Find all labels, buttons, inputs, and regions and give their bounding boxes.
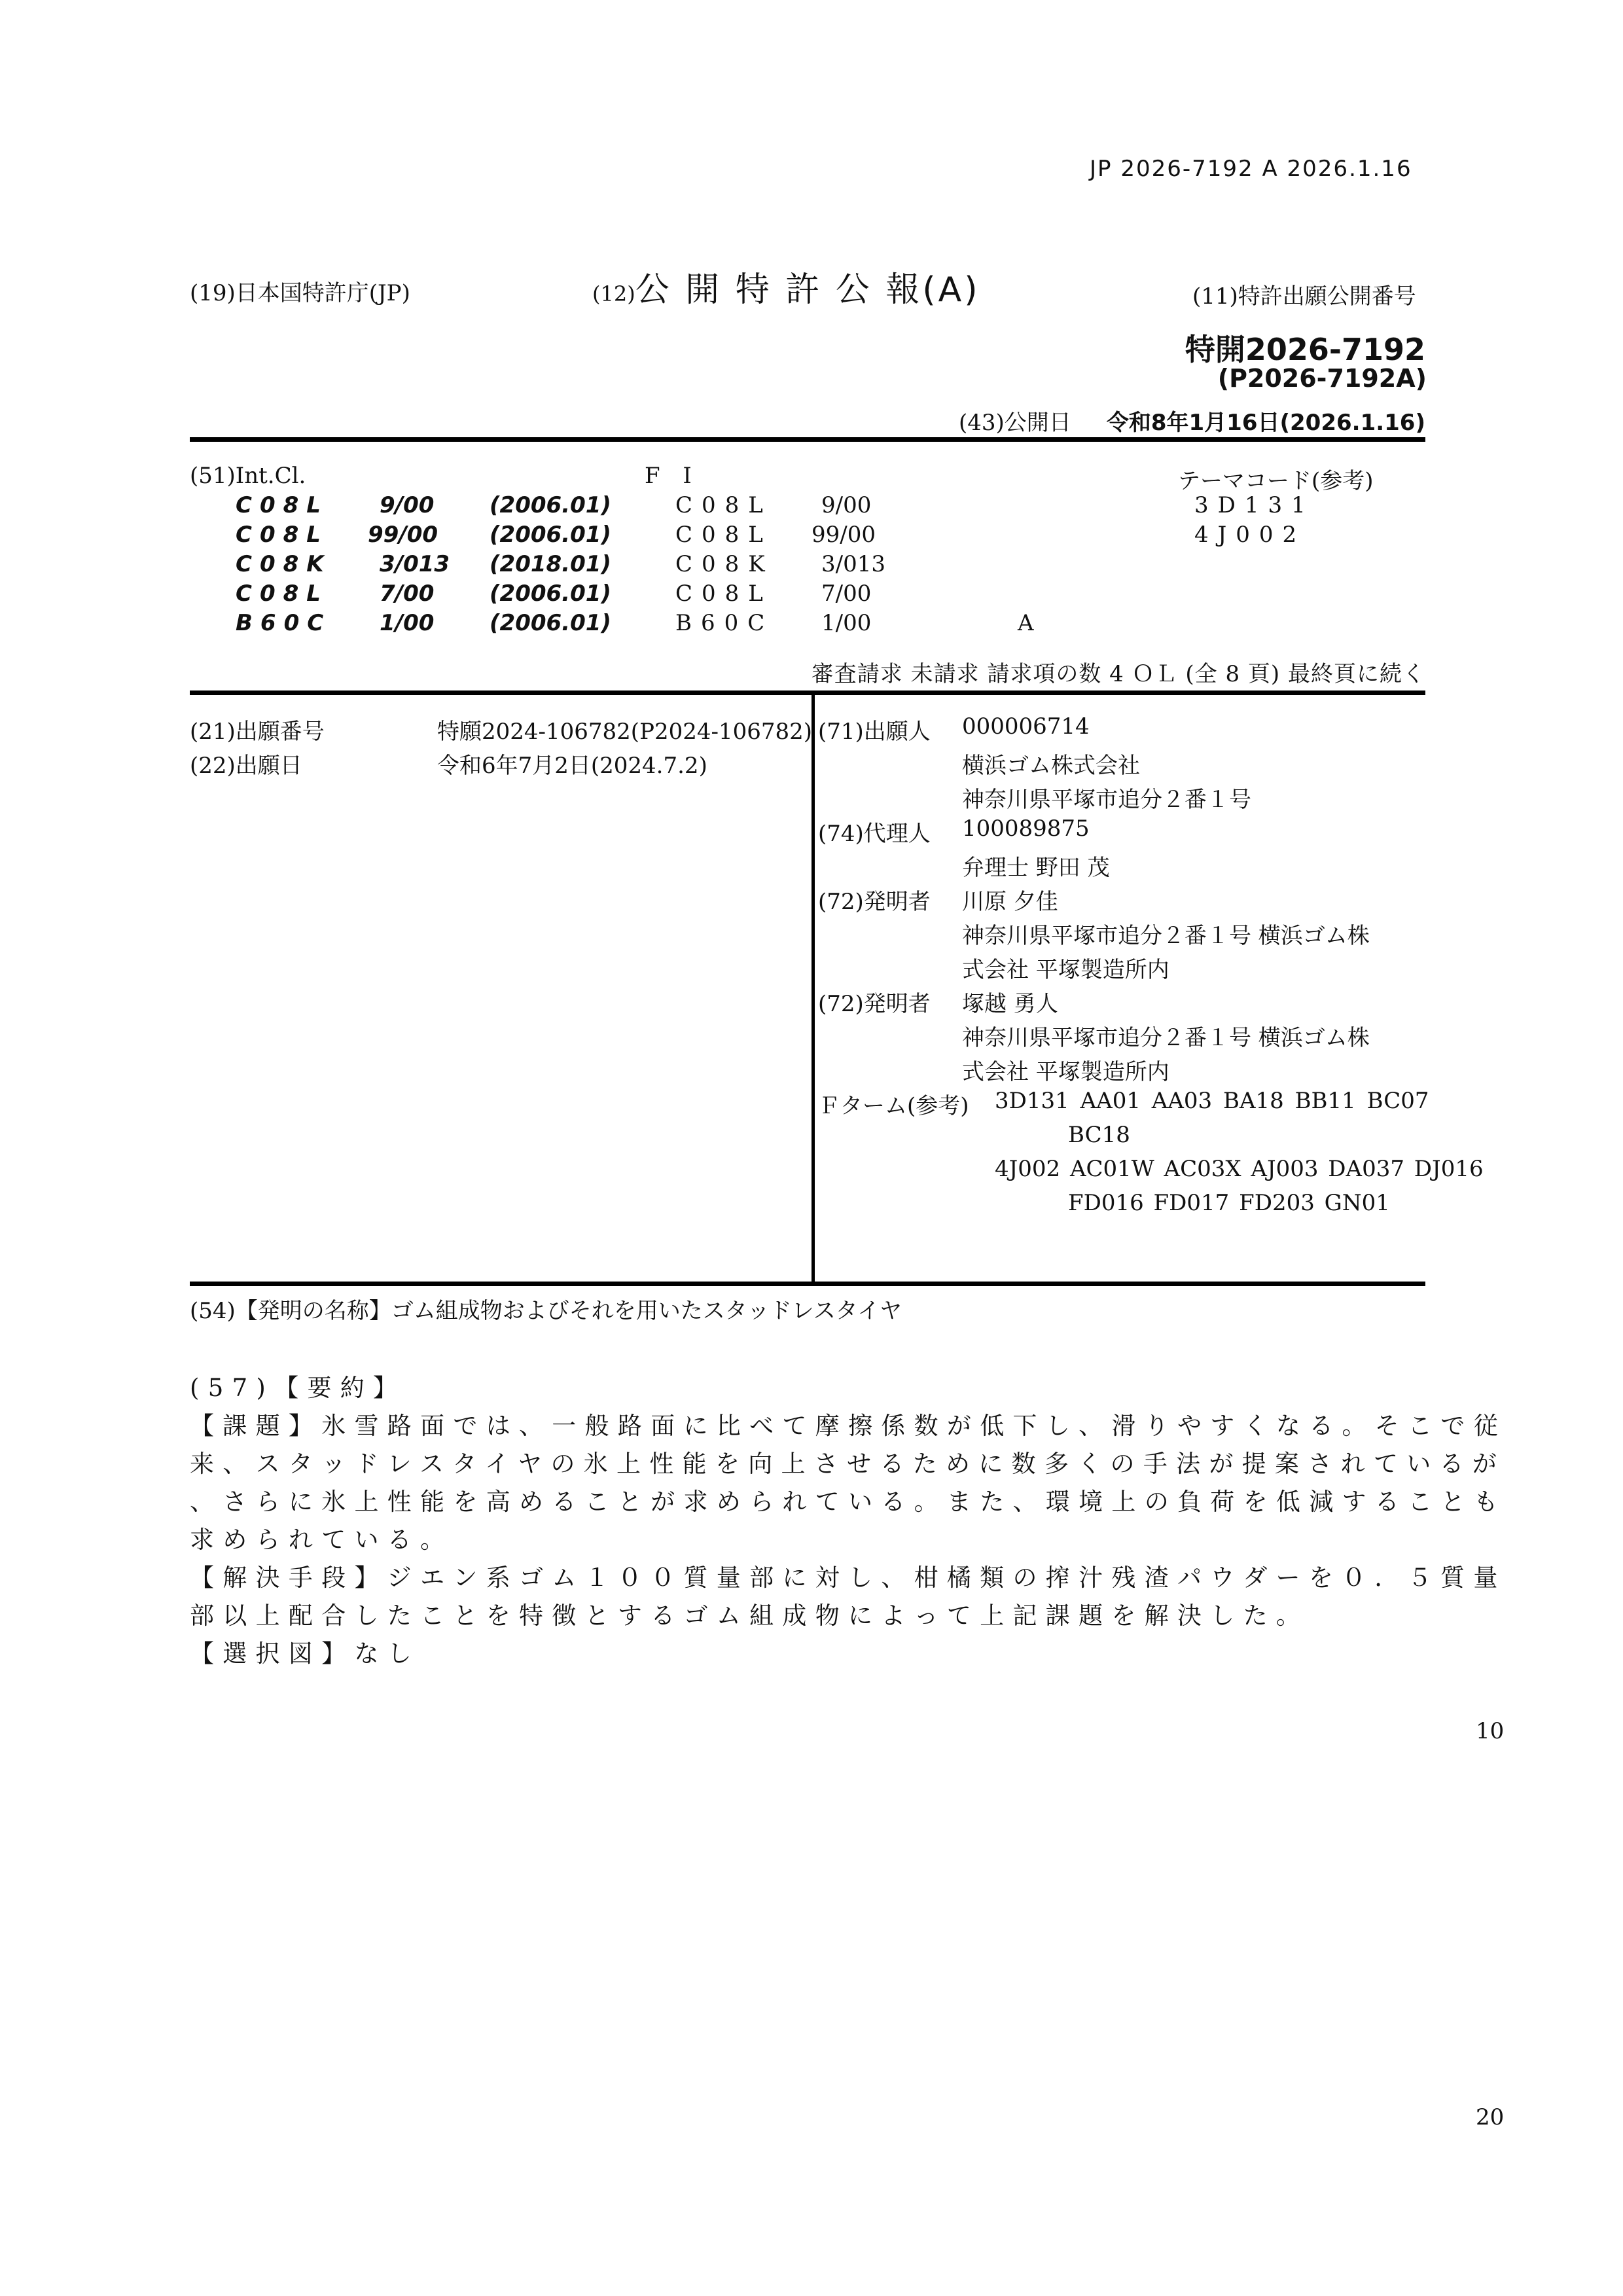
application-number-label: (21)出願番号 xyxy=(190,719,325,745)
intcl-code: C08L xyxy=(236,492,329,518)
publication-kind xyxy=(592,262,980,311)
fi-code: C08L xyxy=(675,581,772,607)
abstract-line: 、さらに氷上性能を高めることが求められている。また、環境上の負荷を低減することも xyxy=(190,1488,1507,1516)
invention-title: (54)【発明の名称】ゴム組成物およびそれを用いたスタッドレスタイヤ xyxy=(190,1298,902,1324)
fi-group: 3/013 xyxy=(821,551,885,577)
application-date: 令和6年7月2日(2024.7.2) xyxy=(437,753,707,779)
fi-code: C08K xyxy=(675,551,774,577)
column-divider xyxy=(812,694,815,1283)
intcl-group: 9/00 xyxy=(380,492,435,518)
intcl-version: (2006.01) xyxy=(490,522,611,548)
intcl-code: C08L xyxy=(236,581,329,607)
patent-office-label: (19)日本国特許庁(JP) xyxy=(190,280,410,306)
abstract-line: 【課題】氷雪路面では、一般路面に比べて摩擦係数が低下し、滑りやすくなる。そこで従 xyxy=(190,1412,1507,1440)
publication-kind-title: 公 開 特 許 公 報(A) xyxy=(635,270,980,310)
intcl-version: (2006.01) xyxy=(490,581,611,607)
fi-label: F I xyxy=(645,463,700,489)
inventor-address: 式会社 平塚製造所内 xyxy=(962,1059,1169,1085)
theme-code: 4J002 xyxy=(1194,522,1306,548)
header-rule xyxy=(190,437,1425,442)
theme-code-label: テーマコード(参考) xyxy=(1178,468,1374,494)
agent-name: 弁理士 野田 茂 xyxy=(962,855,1110,881)
examination-status: 審査請求 未請求 請求項の数 4 ＯＬ (全 8 頁) 最終頁に続く xyxy=(811,661,1425,687)
publication-kind-prefix: (12) xyxy=(592,281,635,306)
intcl-code: C08L xyxy=(236,522,329,548)
applicant-id: 000006714 xyxy=(962,713,1090,740)
intcl-group: 3/013 xyxy=(380,551,450,577)
intcl-code: B60C xyxy=(236,610,332,636)
inventor-address: 神奈川県平塚市追分２番１号 横浜ゴム株 xyxy=(962,1025,1370,1051)
intcl-group: 99/00 xyxy=(368,522,438,548)
fi-code: B60C xyxy=(675,610,774,636)
intcl-version: (2006.01) xyxy=(490,610,611,636)
applicant-label: (71)出願人 xyxy=(818,719,931,745)
intcl-group: 7/00 xyxy=(380,581,435,607)
running-head: JP 2026-7192 A 2026.1.16 xyxy=(1090,156,1412,182)
fterm-line: FD016 FD017 FD203 GN01 xyxy=(1068,1190,1390,1216)
intcl-group: 1/00 xyxy=(380,610,435,636)
applicant-address: 神奈川県平塚市追分２番１号 xyxy=(962,787,1251,813)
bibliographic-top-rule xyxy=(190,691,1425,695)
abstract-heading: (57)【要約】 xyxy=(190,1374,406,1402)
abstract-line: 【解決手段】ジエン系ゴム１００質量部に対し、柑橘類の搾汁残渣パウダーを０．５質量 xyxy=(190,1564,1507,1592)
application-date-label: (22)出願日 xyxy=(190,753,302,779)
theme-code: 3D131 xyxy=(1194,492,1315,518)
intcl-code: C08K xyxy=(236,551,332,577)
publication-number: 特開2026-7192 xyxy=(1185,332,1425,367)
inventor-label: (72)発明者 xyxy=(818,991,931,1017)
bibliographic-bottom-rule xyxy=(190,1282,1425,1286)
intcl-version: (2006.01) xyxy=(490,492,611,518)
fi-group: 7/00 xyxy=(821,581,872,607)
fterm-line: 3D131 AA01 AA03 BA18 BB11 BC07 xyxy=(995,1088,1429,1114)
publication-number-label: (11)特許出願公開番号 xyxy=(1192,283,1416,310)
applicant-name: 横浜ゴム株式会社 xyxy=(962,753,1140,779)
fi-group: 9/00 xyxy=(821,492,872,518)
margin-line-number: 10 xyxy=(1476,1718,1505,1744)
abstract-line: 来、スタッドレスタイヤの氷上性能を向上させるために数多くの手法が提案されているが xyxy=(190,1450,1506,1478)
inventor-name: 塚越 勇人 xyxy=(962,991,1058,1017)
inventor-address: 式会社 平塚製造所内 xyxy=(962,957,1169,983)
publication-number-alt: (P2026-7192A) xyxy=(1217,364,1427,393)
application-number: 特願2024-106782(P2024-106782) xyxy=(437,719,813,745)
fi-group: 99/00 xyxy=(812,522,876,548)
margin-line-number: 20 xyxy=(1476,2104,1505,2130)
publication-date: 令和8年1月16日(2026.1.16) xyxy=(1106,410,1425,436)
agent-label: (74)代理人 xyxy=(818,821,931,847)
fi-suffix: A xyxy=(1018,610,1034,636)
inventor-name: 川原 夕佳 xyxy=(962,889,1058,915)
fi-code: C08L xyxy=(675,522,772,548)
abstract-line: 【選択図】なし xyxy=(190,1640,421,1668)
fterm-line: 4J002 AC01W AC03X AJ003 DA037 DJ016 xyxy=(995,1156,1484,1182)
abstract-line: 求められている。 xyxy=(190,1526,454,1554)
fi-group: 1/00 xyxy=(821,610,872,636)
inventor-address: 神奈川県平塚市追分２番１号 横浜ゴム株 xyxy=(962,923,1370,949)
fi-code: C08L xyxy=(675,492,772,518)
abstract-line: 部以上配合したことを特徴とするゴム組成物によって上記課題を解決した。 xyxy=(190,1602,1310,1630)
publication-date-label: (43)公開日 xyxy=(959,410,1071,436)
fterm-line: BC18 xyxy=(1068,1122,1130,1148)
fterm-label: Ｆターム(参考) xyxy=(818,1093,969,1119)
intcl-label: (51)Int.Cl. xyxy=(190,463,306,489)
agent-id: 100089875 xyxy=(962,816,1090,842)
inventor-label: (72)発明者 xyxy=(818,889,931,915)
intcl-version: (2018.01) xyxy=(490,551,611,577)
